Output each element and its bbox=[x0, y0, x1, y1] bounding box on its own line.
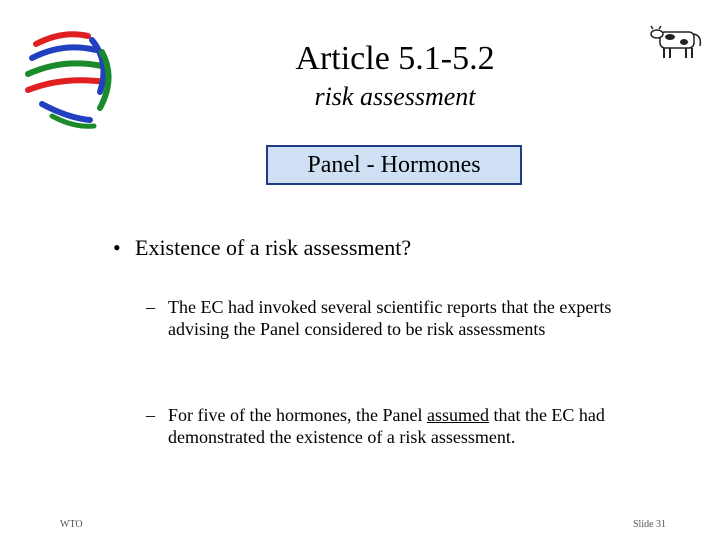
panel-label-box: Panel - Hormones bbox=[266, 145, 522, 185]
bullet-text: Existence of a risk assessment? bbox=[135, 235, 412, 260]
dash-glyph: – bbox=[146, 297, 155, 317]
sub-item-text-after: that the EC had demonstrated the existence of a risk assessment. bbox=[168, 405, 605, 447]
dash-glyph: – bbox=[146, 405, 155, 425]
bullet-glyph: • bbox=[113, 235, 121, 260]
sub-item-text: The EC had invoked several scientific reports that the experts advising the Panel considered to be risk assessments bbox=[168, 297, 612, 339]
footer-left-label: WTO bbox=[60, 519, 83, 530]
bullet-item bbox=[113, 234, 411, 262]
sub-item-text bbox=[146, 404, 616, 448]
slide-subtitle: risk assessment bbox=[314, 82, 476, 111]
sub-item bbox=[146, 404, 616, 448]
underlined-word: assumed bbox=[426, 405, 489, 425]
sub-item bbox=[146, 296, 616, 340]
slide-number: Slide 31 bbox=[633, 519, 667, 530]
sub-item-text-before: For five of the hormones, the Panel bbox=[168, 405, 427, 425]
slide-title: Article 5.1-5.2 bbox=[295, 40, 495, 77]
